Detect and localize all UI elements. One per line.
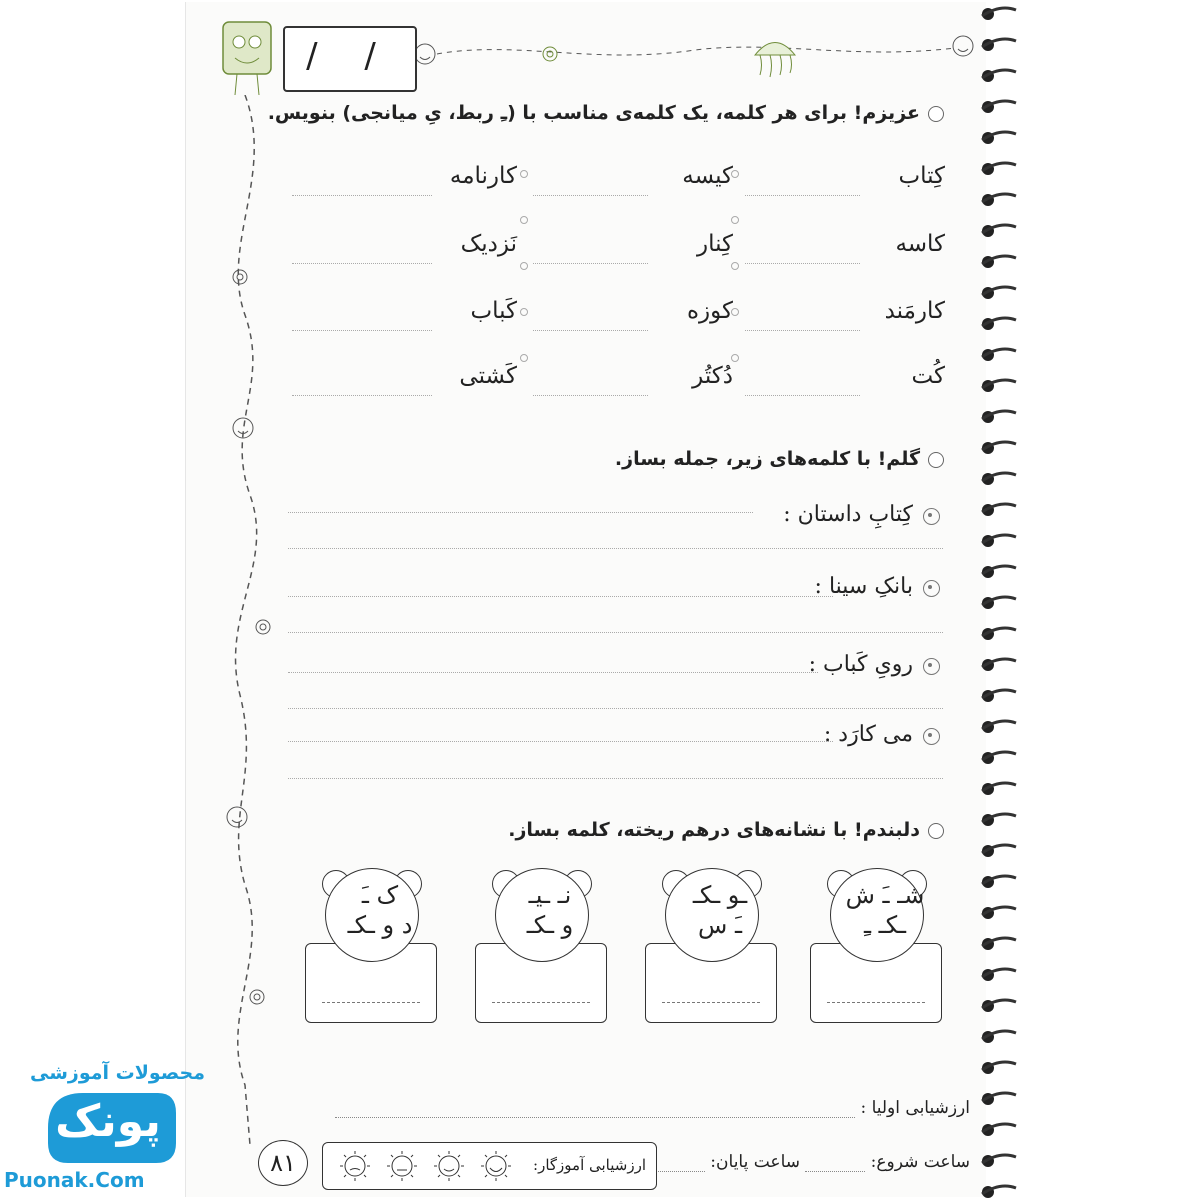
answer-line[interactable] (745, 263, 860, 264)
circle-bullet-icon (928, 823, 944, 839)
date-placeholder: / / (306, 36, 394, 76)
answer-line[interactable] (745, 395, 860, 396)
answer-line[interactable] (662, 1002, 760, 1003)
word-row (745, 298, 945, 348)
word-row (533, 231, 733, 281)
word: کارنامه (449, 163, 517, 189)
spiral-ring (982, 349, 1016, 361)
spiral-ring (982, 473, 1016, 485)
teacher-evaluation-box (322, 1142, 657, 1190)
teacher-eval-label: ارزشیابی آموزگار: (533, 1156, 646, 1174)
bear-word-puzzle (300, 868, 460, 1028)
word-row (292, 363, 517, 413)
spiral-ring (982, 504, 1016, 516)
flower-icon (250, 990, 264, 1004)
spiral-ring (982, 566, 1016, 578)
word: نَزدیک (460, 231, 517, 257)
flower-icon (256, 620, 270, 634)
spiral-ring (982, 70, 1016, 82)
word: کَباب (470, 298, 517, 324)
end-time-line[interactable] (655, 1171, 705, 1172)
word-row (292, 231, 517, 281)
word-row (745, 163, 945, 213)
word-column-3 (292, 163, 517, 403)
spiral-ring (982, 194, 1016, 206)
spiral-ring (982, 938, 1016, 950)
spiral-ring (982, 907, 1016, 919)
word-column-2 (533, 163, 733, 403)
answer-line[interactable] (533, 395, 648, 396)
answer-line[interactable] (292, 330, 432, 331)
flower-bullet-icon (923, 728, 940, 745)
sentence-answer-line[interactable] (288, 708, 943, 709)
sentence-answer-line[interactable] (288, 596, 833, 597)
sentence-answer-line[interactable] (288, 672, 818, 673)
word: کِتاب (898, 163, 945, 189)
end-time: ساعت پایان: (655, 1152, 800, 1172)
spiral-ring (982, 535, 1016, 547)
cartoon-sponge-icon (223, 22, 271, 95)
sun-face-icon (481, 1151, 511, 1181)
parent-evaluation: ارزشیابی اولیا : (335, 1098, 970, 1118)
spiral-ring (982, 1124, 1016, 1136)
spiral-ring (982, 287, 1016, 299)
word-row (533, 298, 733, 348)
flower-bullet-icon (923, 508, 940, 525)
logo-website: Puonak.Com (4, 1168, 145, 1192)
spiral-ring (982, 628, 1016, 640)
sentence-answer-line[interactable] (288, 632, 943, 633)
smiley-icon (227, 807, 247, 827)
sentence-item: رویِ کَباب : (809, 652, 940, 677)
answer-line[interactable] (292, 395, 432, 396)
parent-eval-line[interactable] (335, 1117, 855, 1118)
answer-line[interactable] (533, 263, 648, 264)
spiral-ring (982, 1062, 1016, 1074)
word-row (533, 363, 733, 413)
word-row (745, 363, 945, 413)
spiral-ring (982, 690, 1016, 702)
spiral-ring (982, 163, 1016, 175)
spiral-ring (982, 442, 1016, 454)
answer-line[interactable] (292, 195, 432, 196)
scrambled-letters: نـ ـیـ و ـکـ (526, 881, 574, 939)
logo-tagline: محصولات آموزشی (30, 1062, 205, 1084)
answer-line[interactable] (745, 195, 860, 196)
sentence-answer-line[interactable] (288, 778, 943, 779)
scrambled-letters: شـ ـَ ش ـکـ ـِ (845, 881, 925, 939)
word: کُت (911, 363, 945, 389)
wavy-border-decoration (215, 95, 285, 1155)
answer-line[interactable] (533, 195, 648, 196)
answer-line[interactable] (492, 1002, 590, 1003)
smiley-icon (415, 44, 435, 64)
scrambled-letters: ـو ـکـ ـَ س (692, 881, 748, 939)
flower-icon (543, 47, 557, 61)
spiral-ring (982, 1000, 1016, 1012)
word: کَشتی (459, 363, 517, 389)
spiral-ring (982, 380, 1016, 392)
exercise-3-instruction: دلبندم! با نشانه‌های درهم ریخته، کلمه بساز. (508, 819, 944, 841)
spiral-ring (982, 752, 1016, 764)
spiral-ring (982, 8, 1016, 20)
word: دُکتُر (692, 363, 733, 389)
word: کارمَند (884, 298, 945, 324)
bear-word-puzzle (470, 868, 630, 1028)
word: کوزه (687, 298, 733, 324)
spiral-ring (982, 659, 1016, 671)
start-time: ساعت شروع: (805, 1152, 970, 1172)
exercise-2-instruction: گلم! با کلمه‌های زیر، جمله بساز. (615, 448, 944, 470)
answer-line[interactable] (827, 1002, 925, 1003)
page-number: ۸۱ (258, 1140, 308, 1186)
sentence-answer-line[interactable] (288, 741, 833, 742)
spiral-ring (982, 876, 1016, 888)
word-row (745, 231, 945, 281)
scrambled-letters: ک ـَ د و ـکـ (347, 881, 413, 939)
spiral-ring (982, 411, 1016, 423)
spiral-ring (982, 39, 1016, 51)
answer-line[interactable] (533, 330, 648, 331)
spiral-ring (982, 225, 1016, 237)
sun-faces (335, 1149, 525, 1183)
sentence-item: می کارَد : (824, 722, 940, 747)
spiral-binding (970, 0, 1020, 1200)
bear-word-puzzle (640, 868, 800, 1028)
sun-face-icon (434, 1151, 464, 1181)
answer-line[interactable] (745, 330, 860, 331)
spiral-ring (982, 318, 1016, 330)
logo-brand: پونک (55, 1096, 161, 1147)
circle-bullet-icon (928, 106, 944, 122)
word-row (292, 298, 517, 348)
spiral-ring (982, 721, 1016, 733)
spiral-ring (982, 1093, 1016, 1105)
start-time-line[interactable] (805, 1171, 865, 1172)
spiral-ring (982, 132, 1016, 144)
spiral-ring (982, 1155, 1016, 1167)
column-separator (520, 170, 528, 400)
answer-line[interactable] (322, 1002, 420, 1003)
flower-icon (233, 270, 247, 284)
word: کیسه (682, 163, 733, 189)
circle-bullet-icon (928, 452, 944, 468)
sentence-item: کِتابِ داستان : (783, 502, 940, 527)
bear-word-puzzle (805, 868, 965, 1028)
word: کاسه (895, 231, 945, 257)
spiral-ring (982, 814, 1016, 826)
sentence-answer-line[interactable] (288, 548, 943, 549)
spiral-ring (982, 101, 1016, 113)
sentence-answer-line[interactable] (288, 512, 753, 513)
flower-bullet-icon (923, 580, 940, 597)
spiral-ring (982, 1186, 1016, 1198)
exercise-1-instruction: عزیزم! برای هر کلمه، یک کلمه‌ی مناسب با (ـِ ربط، یِ میانجی) بنویس. (268, 102, 944, 124)
date-field[interactable] (283, 26, 417, 92)
sun-face-icon (387, 1151, 417, 1181)
spiral-ring (982, 845, 1016, 857)
flower-bullet-icon (923, 658, 940, 675)
word: کِنار (696, 231, 733, 257)
spiral-ring (982, 969, 1016, 981)
word-row (533, 163, 733, 213)
sentence-item: بانکِ سینا : (815, 574, 940, 599)
word-row (292, 163, 517, 213)
sun-face-icon (340, 1151, 370, 1181)
spiral-ring (982, 256, 1016, 268)
spiral-ring (982, 1031, 1016, 1043)
word-column-1 (745, 163, 945, 403)
answer-line[interactable] (292, 263, 432, 264)
spiral-ring (982, 597, 1016, 609)
spiral-ring (982, 783, 1016, 795)
